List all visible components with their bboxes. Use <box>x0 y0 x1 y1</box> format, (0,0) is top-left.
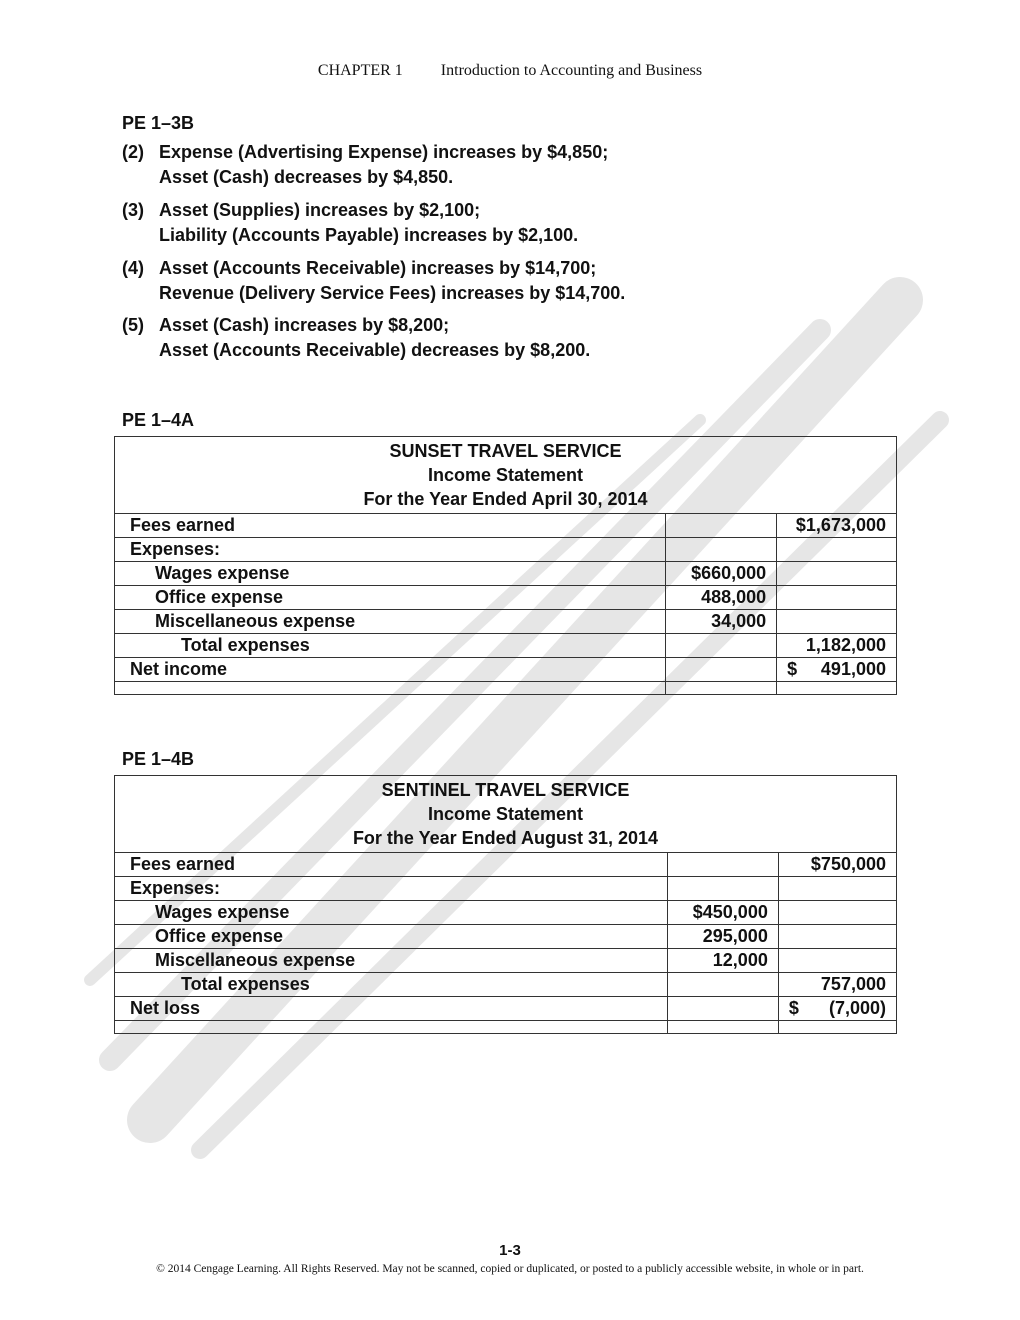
item-line: Asset (Cash) decreases by $4,850. <box>159 167 454 187</box>
row-label: Wages expense <box>115 901 668 925</box>
table-row <box>115 997 897 1021</box>
statement-name: Income Statement <box>427 465 584 485</box>
item-number: (4) <box>122 258 144 278</box>
page-number: 1-3 <box>499 1242 521 1259</box>
dollar-sign: $ <box>788 998 799 1018</box>
row-label: Net loss <box>115 997 668 1021</box>
row-label: Expenses: <box>115 538 666 562</box>
pe14a-title: PE 1–4A <box>122 410 195 430</box>
row-label: Fees earned <box>115 853 668 877</box>
net-amount: (7,000) <box>828 998 886 1018</box>
item-line: Liability (Accounts Payable) increases by $2,100. <box>159 225 579 245</box>
income-statement-sentinel <box>114 775 897 1034</box>
row-value: 12,000 <box>667 949 778 973</box>
table-row <box>115 514 897 538</box>
table-row <box>115 634 897 658</box>
table-row <box>115 586 897 610</box>
statement-name: Income Statement <box>427 804 584 824</box>
statement-heading <box>115 776 897 853</box>
row-label: Total expenses <box>115 634 666 658</box>
table-row <box>115 1021 897 1034</box>
table-row <box>115 925 897 949</box>
row-value: $660,000 <box>666 562 777 586</box>
company-name: SUNSET TRAVEL SERVICE <box>389 441 622 461</box>
row-label: Expenses: <box>115 877 668 901</box>
row-value <box>778 997 896 1021</box>
table-row <box>115 949 897 973</box>
statement-period: For the Year Ended April 30, 2014 <box>363 489 648 509</box>
item-line: Asset (Cash) increases by $8,200; <box>159 315 450 335</box>
row-value: $1,673,000 <box>777 514 897 538</box>
pe14b-title: PE 1–4B <box>122 749 195 769</box>
item-line: Revenue (Delivery Service Fees) increases by $14,700. <box>159 283 626 303</box>
row-label: Total expenses <box>115 973 668 997</box>
pe13b-item-4 <box>122 256 625 306</box>
row-label: Miscellaneous expense <box>115 610 666 634</box>
item-line: Asset (Supplies) increases by $2,100; <box>159 200 481 220</box>
item-line: Expense (Advertising Expense) increases by $4,850; <box>159 142 609 162</box>
table-row <box>115 562 897 586</box>
table-row <box>115 973 897 997</box>
pe13b-item-3 <box>122 198 578 248</box>
item-line: Asset (Accounts Receivable) decreases by $8,200. <box>159 340 591 360</box>
dollar-sign: $ <box>787 659 798 679</box>
chapter-label: CHAPTER 1 <box>317 62 403 79</box>
row-value: 295,000 <box>667 925 778 949</box>
statement-period: For the Year Ended August 31, 2014 <box>352 828 659 848</box>
row-label: Office expense <box>115 586 666 610</box>
table-row <box>115 901 897 925</box>
table-row <box>115 610 897 634</box>
item-line: Asset (Accounts Receivable) increases by $14,700; <box>159 258 597 278</box>
pe13b-item-5 <box>122 313 590 363</box>
row-label: Net income <box>115 658 666 682</box>
row-label: Office expense <box>115 925 668 949</box>
row-value: 488,000 <box>666 586 777 610</box>
company-name: SENTINEL TRAVEL SERVICE <box>381 780 630 800</box>
row-value: $450,000 <box>667 901 778 925</box>
item-number: (5) <box>122 315 144 335</box>
row-label: Fees earned <box>115 514 666 538</box>
row-label: Wages expense <box>115 562 666 586</box>
row-value: 1,182,000 <box>777 634 897 658</box>
item-number: (2) <box>122 142 144 162</box>
row-label: Miscellaneous expense <box>115 949 668 973</box>
income-statement-sunset <box>114 436 897 695</box>
item-number: (3) <box>122 200 144 220</box>
statement-heading <box>115 437 897 514</box>
table-row <box>115 853 897 877</box>
chapter-title: Introduction to Accounting and Business <box>440 62 703 79</box>
row-value <box>777 658 897 682</box>
table-row <box>115 877 897 901</box>
row-value: $750,000 <box>778 853 896 877</box>
net-amount: 491,000 <box>820 659 886 679</box>
table-row <box>115 658 897 682</box>
pe13b-title: PE 1–3B <box>122 113 195 133</box>
table-row <box>115 538 897 562</box>
page-header <box>0 62 1020 80</box>
row-value: 34,000 <box>666 610 777 634</box>
row-value: 757,000 <box>778 973 896 997</box>
pe13b-item-2 <box>122 140 608 190</box>
copyright-notice: © 2014 Cengage Learning. All Rights Reserved. May not be scanned, copied or duplicated, or posted to a publicly accessible website, in whole or in part. <box>156 1263 864 1275</box>
table-row <box>115 682 897 695</box>
